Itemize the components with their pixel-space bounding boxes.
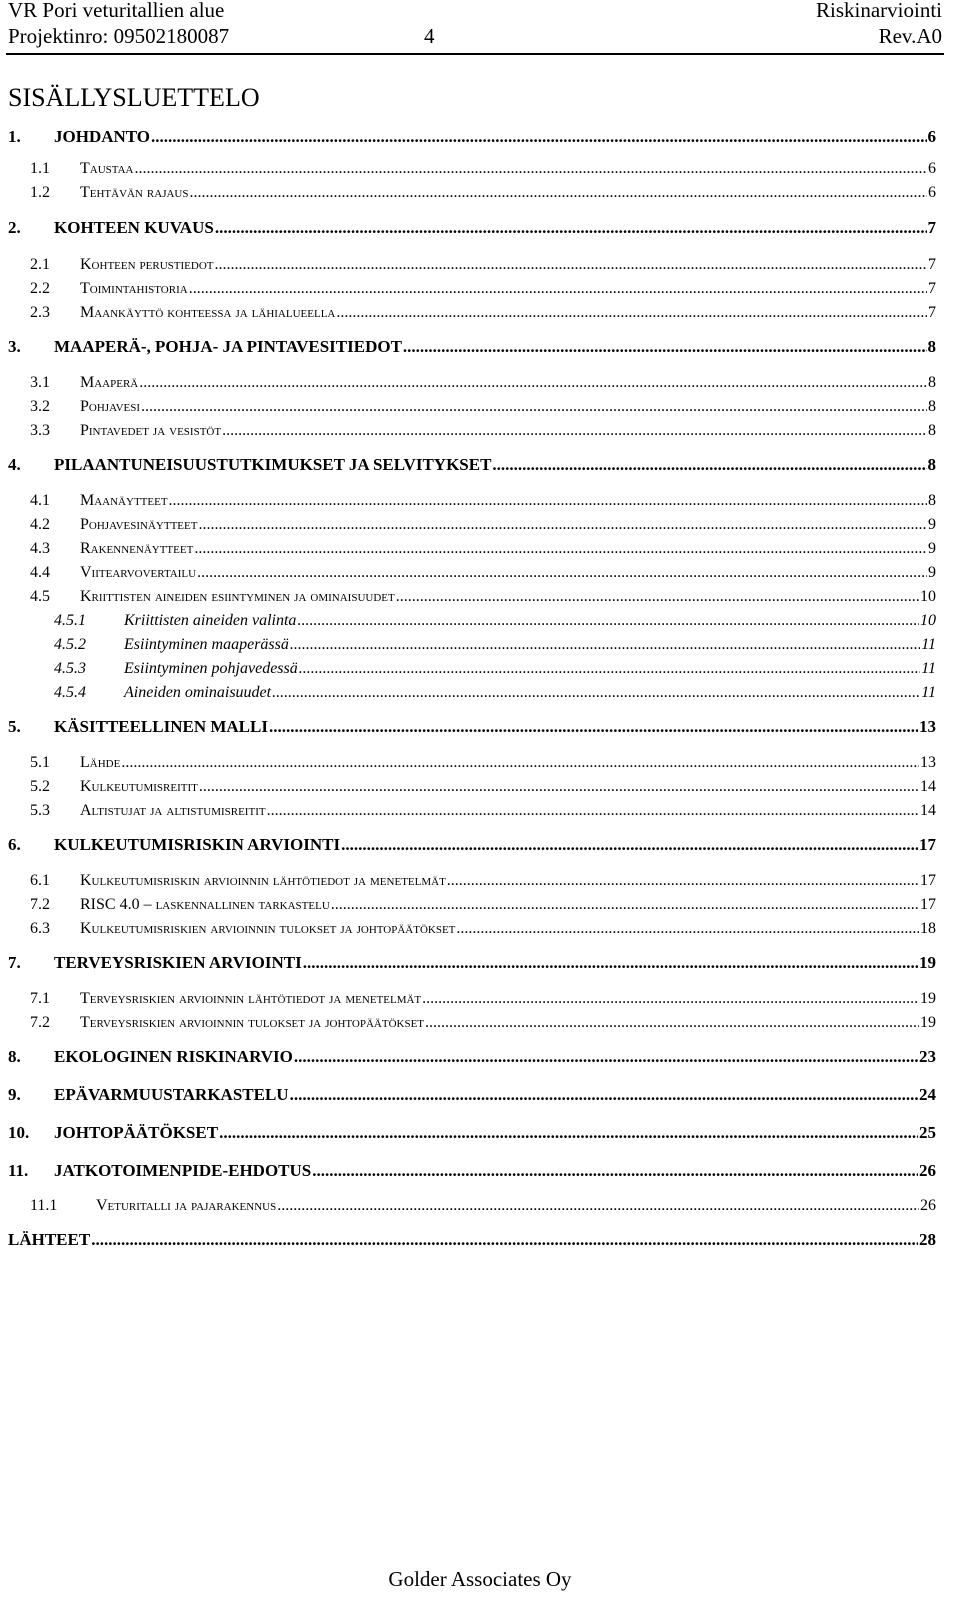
toc-entry[interactable] (0, 869, 936, 893)
toc-entry-page: 9 (928, 540, 936, 557)
toc-leader-dots (303, 951, 918, 975)
footer-company: Golder Associates Oy (388, 1567, 572, 1591)
toc-entry-page: 17 (920, 896, 936, 913)
toc-entry-page: 6 (927, 127, 936, 146)
toc-leader-dots (151, 125, 926, 149)
toc-entry-page: 7 (928, 256, 936, 273)
toc-entry-title: KULKEUTUMISRISKIN ARVIOINTI (54, 835, 341, 854)
header-row-1 (8, 0, 942, 23)
toc-entry[interactable] (0, 277, 936, 301)
toc-leader-dots (222, 419, 927, 443)
toc-entry-title: Kulkeutumisriskin arvioinnin lähtötiedot ja menetelmät (80, 872, 446, 889)
project-name: VR Pori veturitallien alue (8, 0, 225, 22)
toc-entry[interactable] (0, 371, 936, 395)
toc-entry-number: 6.1 (30, 872, 50, 889)
toc-leader-dots (269, 715, 918, 739)
toc-entry-title: Pohjavesinäytteet (80, 516, 198, 533)
toc-entry[interactable] (0, 561, 936, 585)
toc-leader-dots (215, 216, 927, 240)
toc-entry-page: 9 (928, 564, 936, 581)
toc-entry-title: Kriittisten aineiden valinta (124, 612, 297, 629)
toc-leader-dots (290, 1083, 918, 1107)
toc-leader-dots (312, 1159, 918, 1183)
toc-entry-title: Altistujat ja altistumisreitit (80, 802, 266, 819)
toc-entry-title: EKOLOGINEN RISKINARVIO (54, 1047, 293, 1066)
toc-leader-dots (290, 633, 920, 657)
header-row-2 (8, 23, 942, 49)
toc-entry-number: 2.3 (30, 304, 50, 321)
toc-entry-number: 11.1 (30, 1197, 58, 1214)
toc-entry-number: 2. (8, 218, 21, 237)
toc-entry-page: 11 (921, 636, 936, 653)
toc-leader-dots (425, 1011, 919, 1035)
toc-leader-dots (422, 987, 919, 1011)
toc-entry-number: 3.2 (30, 398, 50, 415)
toc-entry-number: 5.2 (30, 778, 50, 795)
toc-entry[interactable] (0, 537, 936, 561)
toc-leader-dots (403, 335, 927, 359)
toc-entry-number: 4.5.3 (54, 660, 86, 677)
toc-entry-page: 19 (920, 990, 936, 1007)
toc-entry-number: 7. (8, 953, 21, 972)
toc-entry[interactable] (0, 893, 936, 917)
toc-entry-title: MAAPERÄ-, POHJA- JA PINTAVESITIEDOT (54, 337, 402, 356)
toc-leader-dots (189, 277, 927, 301)
toc-entry-title: JOHTOPÄÄTÖKSET (54, 1123, 219, 1142)
toc-leader-dots (139, 371, 927, 395)
toc-entry[interactable] (0, 609, 936, 633)
toc-leader-dots (492, 453, 926, 477)
toc-entry-page: 17 (919, 835, 936, 854)
toc-entry-page: 28 (919, 1230, 936, 1249)
toc-leader-dots (197, 561, 927, 585)
toc-leader-dots (121, 751, 919, 775)
toc-entry-page: 10 (920, 588, 936, 605)
toc-entry-title: TERVEYSRISKIEN ARVIOINTI (54, 953, 302, 972)
toc-entry-page: 8 (928, 398, 936, 415)
toc-entry[interactable] (0, 799, 936, 823)
toc-entry-page: 23 (919, 1047, 936, 1066)
toc-leader-dots (267, 799, 919, 823)
toc-entry-number: 4.3 (30, 540, 50, 557)
toc-leader-dots (198, 513, 927, 537)
toc-entry-number: 2.1 (30, 256, 50, 273)
toc-entry-number: 4. (8, 455, 21, 474)
toc-entry-page: 24 (919, 1085, 936, 1104)
toc-entry-page: 6 (928, 160, 936, 177)
toc-entry-title: EPÄVARMUUSTARKASTELU (54, 1085, 289, 1104)
toc-entry[interactable] (0, 1159, 936, 1183)
toc-entry-page: 7 (928, 280, 936, 297)
toc-entry[interactable] (0, 585, 936, 609)
toc-entry-page: 11 (921, 660, 936, 677)
toc-entry-page: 14 (920, 802, 936, 819)
toc-entry-title: KÄSITTEELLINEN MALLI (54, 717, 268, 736)
toc-entry[interactable] (0, 951, 936, 975)
toc-entry-title: JATKOTOIMENPIDE-EHDOTUS (54, 1161, 312, 1180)
toc-entry-title: Pohjavesi (80, 398, 141, 415)
toc-entry[interactable] (0, 681, 936, 705)
toc-entry-number: 4.5.4 (54, 684, 86, 701)
toc-entry-page: 8 (927, 455, 936, 474)
toc-entry-page: 26 (919, 1161, 936, 1180)
toc-entry-number: 6. (8, 835, 21, 854)
toc-entry-page: 6 (928, 184, 936, 201)
toc-entry-number: 7.2 (30, 896, 50, 913)
toc-entry-number: 5. (8, 717, 21, 736)
toc-entry[interactable] (0, 917, 936, 941)
toc-leader-dots (447, 869, 919, 893)
toc-entry-title: Kulkeutumisriskien arvioinnin tulokset ja johtopäätökset (80, 920, 456, 937)
toc-entry[interactable] (0, 1011, 936, 1035)
toc-entry-page: 17 (920, 872, 936, 889)
project-number: Projektinro: 09502180087 (8, 24, 230, 48)
toc-entry-number: 4.1 (30, 492, 50, 509)
toc-leader-dots (336, 301, 927, 325)
toc-title: SISÄLLYSLUETTELO (8, 83, 260, 112)
toc-entry-page: 26 (920, 1197, 936, 1214)
toc-entry-number: 8. (8, 1047, 21, 1066)
toc-entry[interactable] (0, 335, 936, 359)
toc-leader-dots (277, 1194, 919, 1218)
toc-entry-title: Esiintyminen maaperässä (124, 636, 289, 653)
toc-entry-number: 4.5.1 (54, 612, 86, 629)
toc-entry-number: 6.3 (30, 920, 50, 937)
toc-leader-dots (331, 893, 919, 917)
toc-entry-page: 14 (920, 778, 936, 795)
toc-entry-page: 18 (920, 920, 936, 937)
toc-entry-number: 4.5.2 (54, 636, 86, 653)
toc-entry-page: 19 (920, 1014, 936, 1031)
toc-entry-title: Taustaa (80, 160, 134, 177)
toc-entry[interactable] (0, 453, 936, 477)
toc-entry-number: 7.2 (30, 1014, 50, 1031)
toc-leader-dots (215, 253, 928, 277)
toc-entry[interactable] (0, 657, 936, 681)
toc-entry-title: Kulkeutumisreitit (80, 778, 198, 795)
toc-entry[interactable] (0, 1121, 936, 1145)
header-divider (6, 53, 944, 55)
toc-entry-page: 13 (920, 754, 936, 771)
toc-entry-number: 2.2 (30, 280, 50, 297)
toc-entry[interactable] (0, 633, 936, 657)
toc-entry[interactable] (0, 715, 936, 739)
toc-leader-dots (190, 181, 928, 205)
toc-leader-dots (299, 657, 920, 681)
toc-entry-title: Maaperä (80, 374, 139, 391)
toc-leader-dots (456, 917, 919, 941)
toc-entry-title: JOHDANTO (54, 127, 151, 146)
toc-entry[interactable] (0, 833, 936, 857)
toc-entry[interactable] (0, 419, 936, 443)
toc-entry-page: 25 (919, 1123, 936, 1142)
toc-leader-dots (297, 609, 919, 633)
toc-entry-number: 1.1 (30, 160, 50, 177)
toc-entry-page: 7 (928, 304, 936, 321)
toc-entry-number: 3.1 (30, 374, 50, 391)
document-type: Riskinarviointi (816, 0, 942, 22)
toc-entry[interactable] (0, 775, 936, 799)
toc-entry-number: 9. (8, 1085, 21, 1104)
toc-entry-title: Tehtävän rajaus (80, 184, 189, 201)
toc-entry[interactable] (0, 987, 936, 1011)
toc-entry-title: KOHTEEN KUVAUS (54, 218, 214, 237)
toc-entry-number: 5.1 (30, 754, 50, 771)
toc-entry-title: Pintavedet ja vesistöt (80, 422, 222, 439)
toc-leader-dots (135, 157, 927, 181)
toc-entry-page: 19 (919, 953, 936, 972)
toc-entry-number: 3.3 (30, 422, 50, 439)
toc-entry-page: 7 (927, 218, 936, 237)
toc-entry-title: Kriittisten aineiden esiintyminen ja ominaisuudet (80, 588, 395, 605)
toc-entry-page: 8 (928, 374, 936, 391)
toc-entry-number: 4.5 (30, 588, 50, 605)
toc-entry-title: Esiintyminen pohjavedessä (124, 660, 298, 677)
toc-entry-page: 8 (927, 337, 936, 356)
toc-leader-dots (294, 1045, 918, 1069)
page-number: 4 (424, 24, 435, 48)
toc-entry-title: Lähde (80, 754, 121, 771)
toc-entry-title: RISC 4.0 – laskennallinen tarkastelu (80, 896, 330, 913)
toc-leader-dots (272, 681, 920, 705)
toc-entry[interactable] (0, 181, 936, 205)
toc-entry-title: Rakennenäytteet (80, 540, 194, 557)
toc-entry[interactable] (0, 125, 936, 149)
toc-entry[interactable] (0, 751, 936, 775)
toc-entry-title: LÄHTEET (8, 1230, 91, 1249)
toc-entry[interactable] (0, 513, 936, 537)
toc-entry-title: Viitearvovertailu (80, 564, 197, 581)
toc-leader-dots (194, 537, 927, 561)
toc-entry-title: PILAANTUNEISUUSTUTKIMUKSET JA SELVITYKSET (54, 455, 492, 474)
toc-entry-title: Maankäyttö kohteessa ja lähialueella (80, 304, 336, 321)
toc-leader-dots (91, 1228, 918, 1252)
toc-entry-number: 5.3 (30, 802, 50, 819)
toc-leader-dots (341, 833, 918, 857)
toc-entry-page: 8 (928, 492, 936, 509)
toc-entry-number: 1.2 (30, 184, 50, 201)
toc-leader-dots (141, 395, 927, 419)
toc-leader-dots (199, 775, 919, 799)
toc-entry-title: Aineiden ominaisuudet (124, 684, 272, 701)
toc-entry-page: 11 (921, 684, 936, 701)
toc-entry-number: 3. (8, 337, 21, 356)
toc-entry[interactable] (0, 301, 936, 325)
toc-entry-number: 1. (8, 127, 21, 146)
toc-entry[interactable] (0, 253, 936, 277)
toc-entry-page: 13 (919, 717, 936, 736)
toc-entry-page: 10 (920, 612, 936, 629)
toc-leader-dots (219, 1121, 918, 1145)
toc-entry[interactable] (0, 216, 936, 240)
toc-entry-number: 11. (8, 1161, 29, 1180)
toc-entry[interactable] (0, 1083, 936, 1107)
toc-entry-title: Veturitalli ja pajarakennus (96, 1197, 277, 1214)
revision: Rev.A0 (878, 24, 942, 48)
toc-entry[interactable] (0, 157, 936, 181)
toc-entry-title: Toimintahistoria (80, 280, 188, 297)
toc-entry[interactable] (0, 489, 936, 513)
toc-entry-title: Terveysriskien arvioinnin tulokset ja johtopäätökset (80, 1014, 425, 1031)
toc-leader-dots (169, 489, 927, 513)
toc-entry-number: 4.2 (30, 516, 50, 533)
toc-entry-page: 9 (928, 516, 936, 533)
toc-entry[interactable] (0, 1045, 936, 1069)
toc-entry-title: Maanäytteet (80, 492, 168, 509)
toc-entry-number: 10. (8, 1123, 30, 1142)
toc-entry[interactable] (0, 1194, 936, 1218)
toc-entry-title: Kohteen perustiedot (80, 256, 214, 273)
toc-leader-dots (396, 585, 919, 609)
toc-entry[interactable] (0, 395, 936, 419)
toc-entry-number: 7.1 (30, 990, 50, 1007)
toc-entry[interactable] (0, 1228, 936, 1252)
toc-entry-number: 4.4 (30, 564, 50, 581)
toc-entry-title: Terveysriskien arvioinnin lähtötiedot ja menetelmät (80, 990, 422, 1007)
toc-entry-page: 8 (928, 422, 936, 439)
